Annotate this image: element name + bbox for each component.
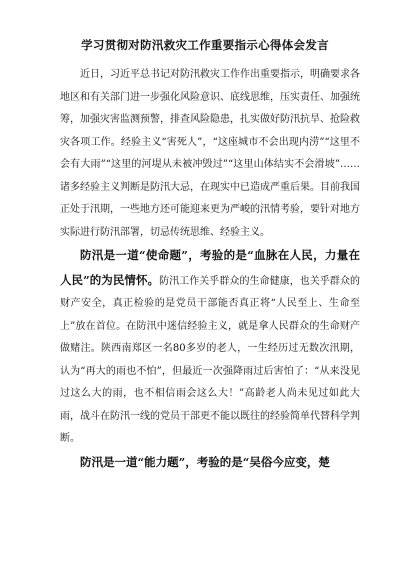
paragraph-text: 近日，习近平总书记对防汛救灾工作作出重要指示，明确要求各地区和有关部门进一步强化风险意识、底线思维，压实责任、加强统筹，加强灾害监测预警，排查风险隐患，扎实做好防汛抗旱、抢险救灾各项工作。经验主义“害死人”，“这座城市不会出现内涝”“这里不会有大雨”“这里的河堤从未被冲毁过”“这里山体结实不会滑坡”……诸多经验主义判断是防汛大忌，在现实中已造成严重后果。目前我国正处于汛期，一些地方还可能迎来更为严峻的汛情考验，要针对地方实际进行防汛部署，切忌传统思维、经验主义。 — [60, 69, 360, 238]
paragraph-lead: 防汛是一道“能力题”，考验的是“吴俗今应变，楚 — [80, 454, 330, 469]
document-body — [60, 62, 360, 475]
document-title: 学习贯彻对防汛救灾工作重要指示心得体会发言 — [81, 38, 329, 52]
paragraph-text: 防汛工作关乎群众的生命健康，也关乎群众的财产安全，真正检验的是党员干部能否真正将“人民至上、生命至上”放在首位。在防汛中迷信经验主义，就是拿人民群众的生命财产做赌注。陕西南郑区一名80多岁的老人，一生经历过无数次汛期，认为“再大的雨也不怕”，但最近一次强降雨过后害怕了：“从来没见过这么大的雨，也不相信雨会这么大！”高龄老人尚未见过如此大雨，战斗在防汛一线的党员干部更不能以既往的经验简单代替科学判断。 — [60, 275, 360, 444]
paragraph-3 — [60, 451, 360, 476]
paragraph-1 — [60, 62, 360, 244]
paragraph-2 — [60, 244, 360, 451]
paragraph-lead: 防汛是一道“使命题”，考验的是“血脉在人民，力量在人民”的为民情怀。 — [60, 248, 360, 287]
